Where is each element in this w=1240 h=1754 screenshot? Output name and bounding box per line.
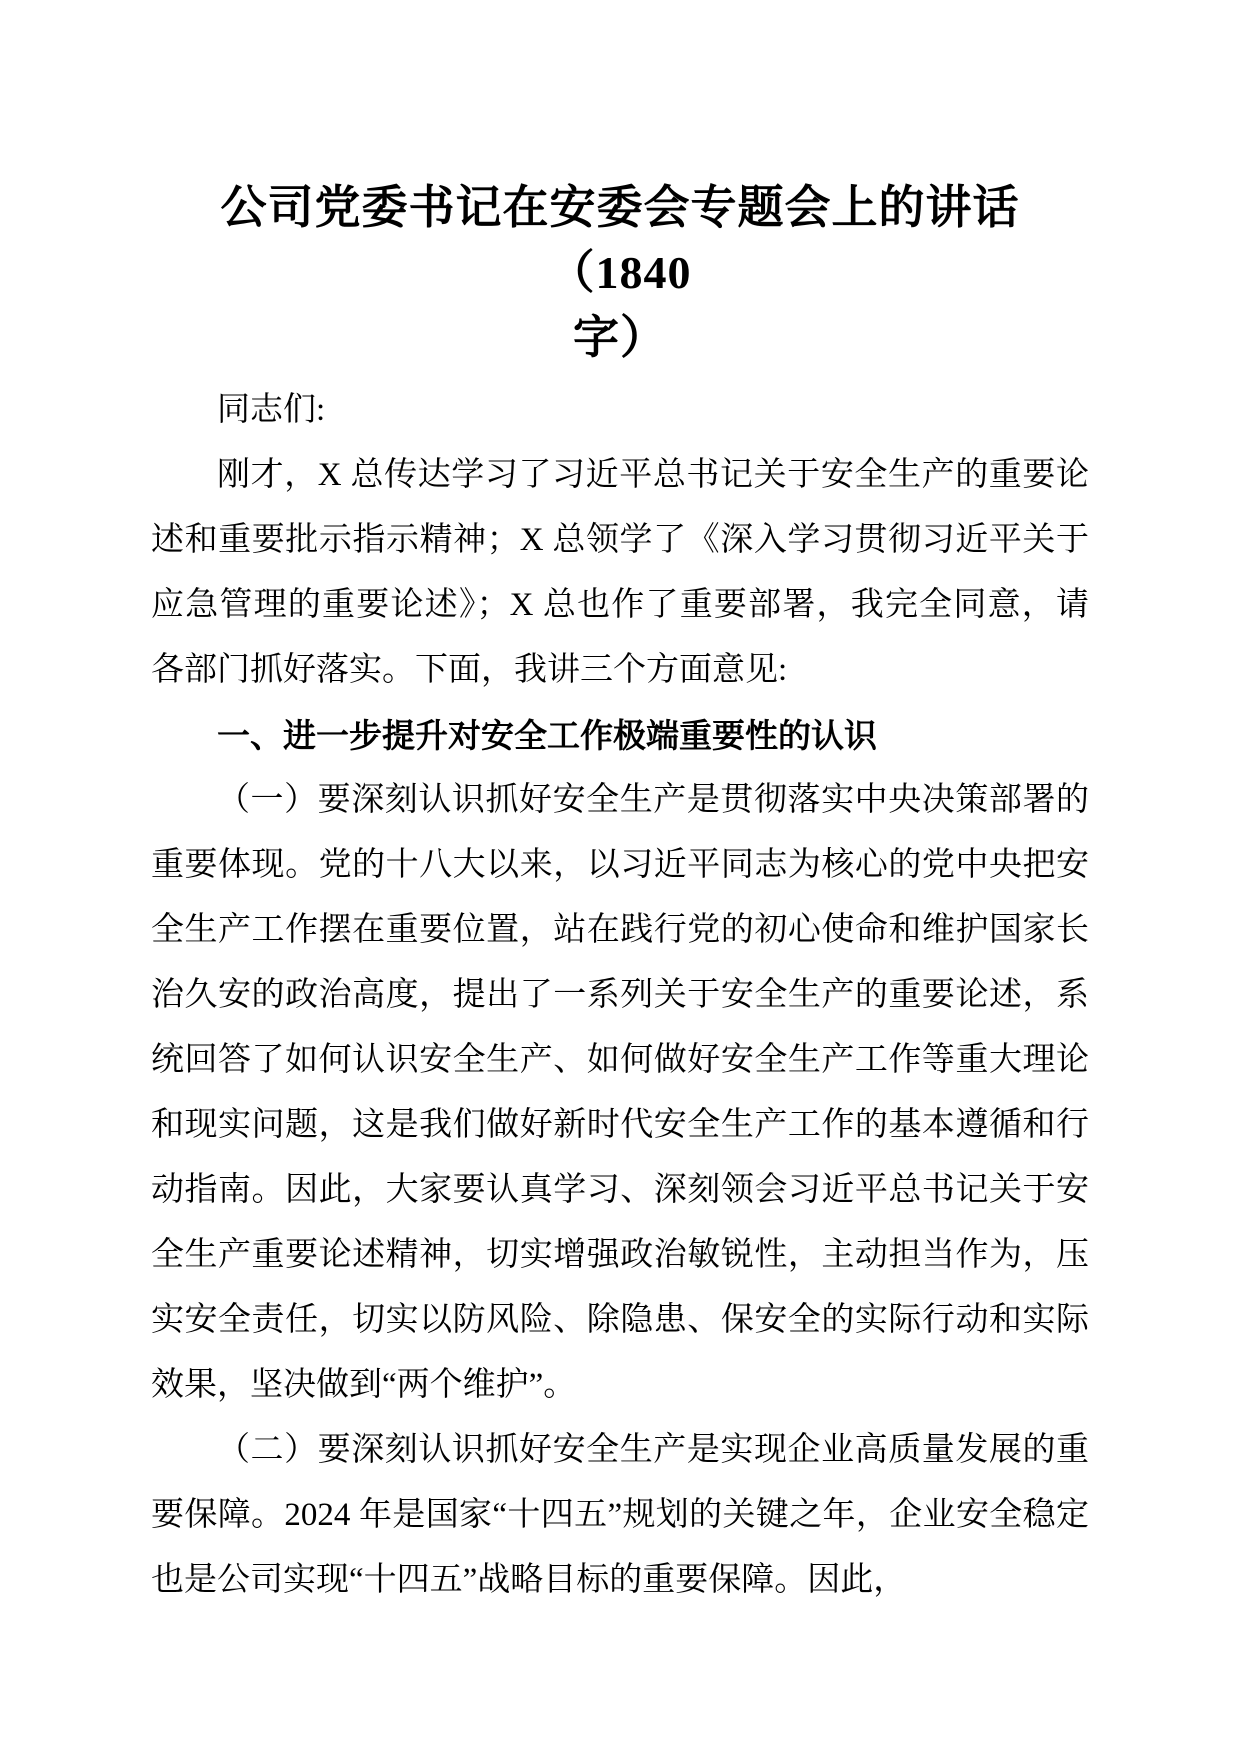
paragraph-point-1-lead: （一）要深刻认识抓好安全生产是贯彻落实中央决策部署的重要体现。 [151,782,1089,883]
paragraph-intro: 刚才，X 总传达学习了习近平总书记关于安全生产的重要论述和重要批示指示精神；X 总领学了《深入学习贯彻习近平关于应急管理的重要论述》；X 总也作了重要部署，我完全同意，请各部门抓好落实。下面，我讲三个方面意见: [151,457,1089,688]
paragraph-point-1-text: 党的十八大以来，以习近平同志为核心的党中央把安全生产工作摆在重要位置，站在践行党的初心使命和维护国家长治久安的政治高度，提出了一系列关于安全生产的重要论述，系统回答了如何认识安全生产、如何做好安全生产工作等重大理论和现实问题，这是我们做好新时代安全生产工作的基本遵循和行动指南。因此，大家要认真学习、深刻领会习近平总书记关于安全生产重要论述精神，切实增强政治敏锐性，主动担当作为，压实安全责任，切实以防风险、除隐患、保安全的实际行动和实际效果，坚决做到“两个维护”。 [151,847,1090,1403]
document-body [151,378,1089,1613]
paragraph-point-2 [151,1418,1089,1613]
section-heading-1: 一、进一步提升对安全工作极端重要性的认识 [217,717,877,754]
paragraph-point-1 [151,768,1089,1418]
document-title-line-2: 字） [573,312,667,363]
paragraph-salutation: 同志们: [217,392,326,428]
paragraph-point-2-text: 2024 年是国家“十四五”规划的关键之年，企业安全稳定也是公司实现“十四五”战略目标的重要保障。因此， [151,1497,1090,1598]
document-title [151,175,1089,370]
paragraph-point-2-lead: （二）要深刻认识抓好安全生产是实现企业高质量发展的重要保障。 [151,1432,1089,1533]
document-title-line-1: 公司党委书记在安委会专题会上的讲话（1840 [220,182,1020,298]
